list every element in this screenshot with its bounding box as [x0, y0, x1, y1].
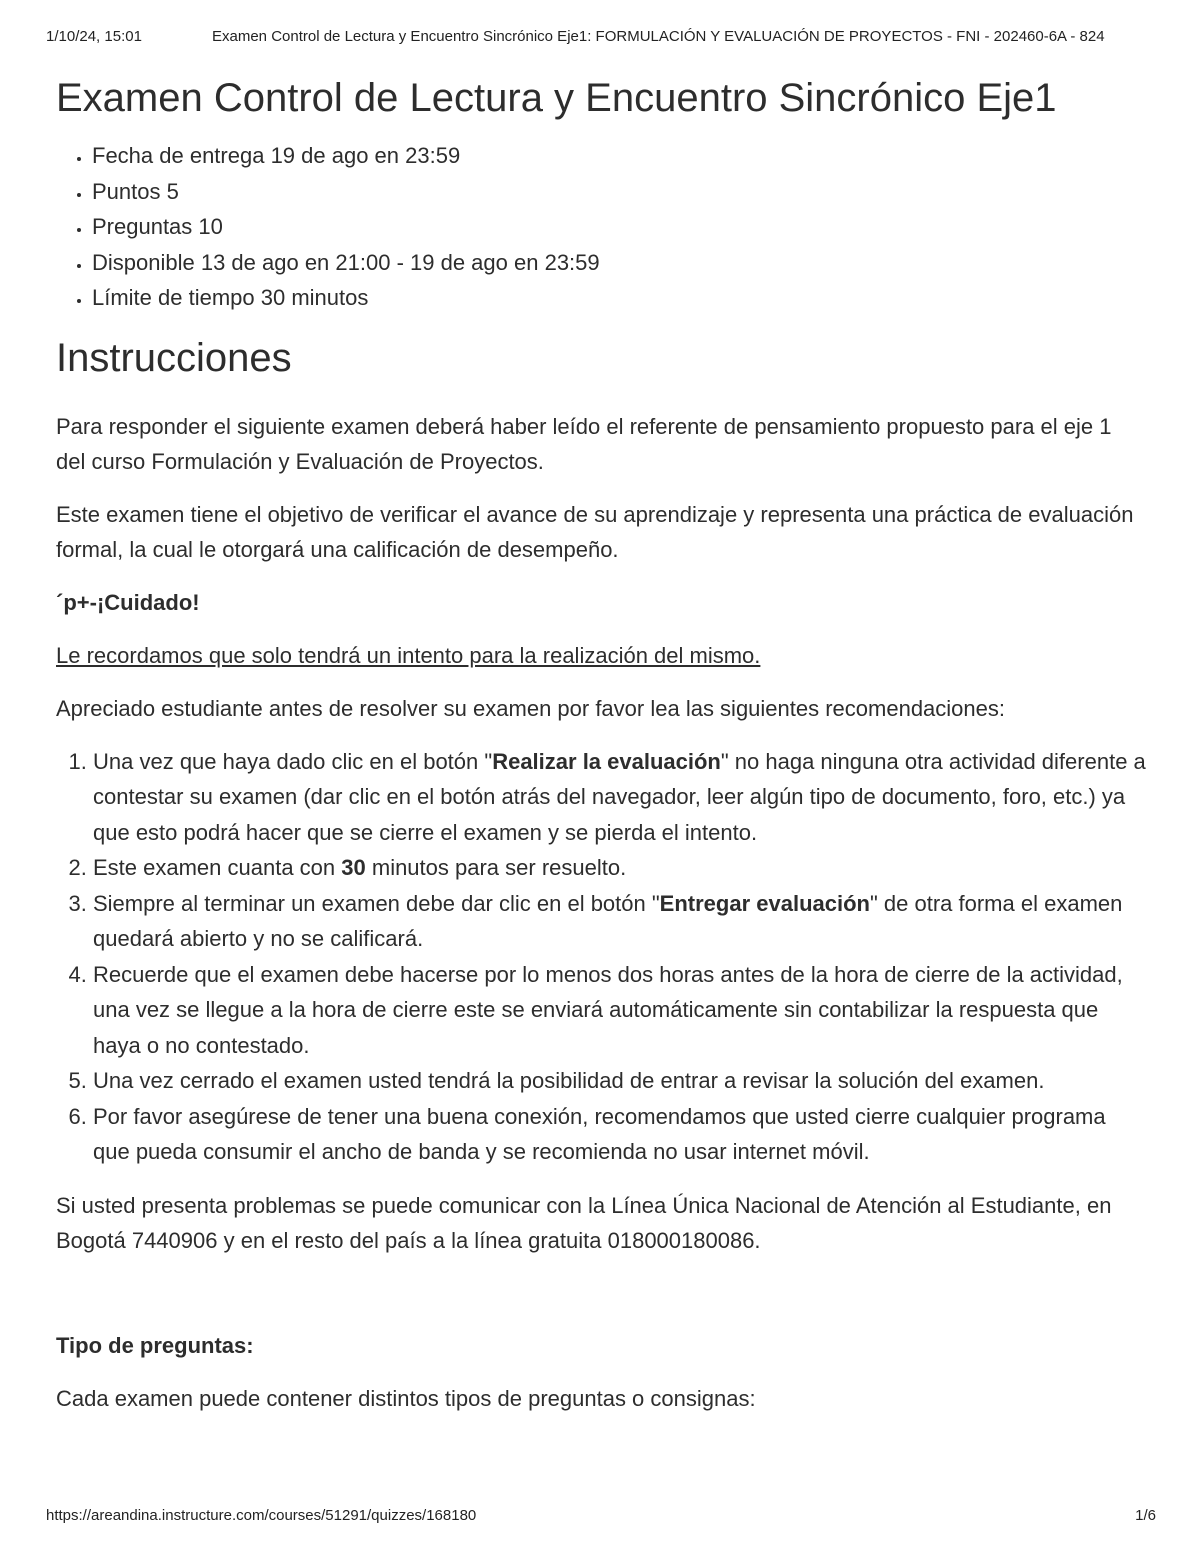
- instructions-heading: Instrucciones: [56, 335, 292, 380]
- question-types-heading: Tipo de preguntas:: [56, 1332, 254, 1358]
- warning-text: ´p+-¡Cuidado!: [56, 589, 200, 615]
- page-url: https://areandina.instructure.com/courses/51291/quizzes/168180: [46, 1507, 477, 1524]
- instructions-paragraph-1: Para responder el siguiente examen deberá haber leído el referente de pensamiento propuesto para el eje 1 del curso Formulación y Evaluación de Proyectos.: [56, 413, 1112, 474]
- meta-time-limit: • Límite de tiempo 30 minutos: [92, 280, 1146, 316]
- page-title: Examen Control de Lectura y Encuentro Sincrónico Eje1: [56, 76, 1057, 120]
- spacer: [56, 1258, 1146, 1310]
- recommendations-intro: Apreciado estudiante antes de resolver su examen por favor lea las siguientes recomendaciones:: [56, 695, 1005, 721]
- print-header: [46, 28, 1156, 52]
- quiz-meta-list: [56, 138, 1146, 316]
- meta-questions: • Preguntas 10: [92, 209, 1146, 245]
- quiz-content: [56, 72, 1146, 1416]
- recommendation-item: 4. Recuerde que el examen debe hacerse por lo menos dos horas antes de la hora de cierre de la actividad, una vez se llegue a la hora de cierre este se enviará automáticamente sin contabilizar la respuesta que haya o no contestado.: [93, 957, 1146, 1064]
- recommendation-item: 1. Una vez que haya dado clic en el botón "Realizar la evaluación" no haga ninguna otra actividad diferente a contestar su examen (dar clic en el botón atrás del navegador, leer algún tipo de documento, foro, etc.) ya que esto podrá hacer que se cierre el examen y se pierda el intento.: [93, 744, 1146, 851]
- print-doc-title: Examen Control de Lectura y Encuentro Sincrónico Eje1: FORMULACIÓN Y EVALUACIÓN DE PROYECTOS - FNI - 202460-6A - 824: [212, 28, 1105, 45]
- recommendation-item: 5. Una vez cerrado el examen usted tendrá la posibilidad de entrar a revisar la solución del examen.: [93, 1063, 1146, 1099]
- page-indicator: 1/6: [1135, 1507, 1156, 1524]
- meta-due-date: • Fecha de entrega 19 de ago en 23:59: [92, 138, 1146, 174]
- meta-availability: • Disponible 13 de ago en 21:00 - 19 de ago en 23:59: [92, 245, 1146, 281]
- recommendation-item: 6. Por favor asegúrese de tener una buena conexión, recomendamos que usted cierre cualquier programa que pueda consumir el ancho de banda y se recomienda no usar internet móvil.: [93, 1099, 1146, 1170]
- meta-points: • Puntos 5: [92, 174, 1146, 210]
- question-types-intro: Cada examen puede contener distintos tipos de preguntas o consignas:: [56, 1385, 756, 1411]
- print-footer: [46, 1507, 1156, 1531]
- print-date: 1/10/24, 15:01: [46, 28, 142, 45]
- contact-info: Si usted presenta problemas se puede comunicar con la Línea Única Nacional de Atención al Estudiante, en Bogotá 7440906 y en el resto del país a la línea gratuita 018000180086.: [56, 1192, 1112, 1253]
- instructions-paragraph-2: Este examen tiene el objetivo de verificar el avance de su aprendizaje y representa una práctica de evaluación formal, la cual le otorgará una calificación de desempeño.: [56, 501, 1134, 562]
- recommendations-list: [56, 744, 1146, 1170]
- attempt-reminder: Le recordamos que solo tendrá un intento para la realización del mismo.: [56, 642, 761, 668]
- recommendation-item: 3. Siempre al terminar un examen debe dar clic en el botón "Entregar evaluación" de otra forma el examen quedará abierto y no se calificará.: [93, 886, 1146, 957]
- recommendation-item: 2. Este examen cuanta con 30 minutos para ser resuelto.: [93, 850, 1146, 886]
